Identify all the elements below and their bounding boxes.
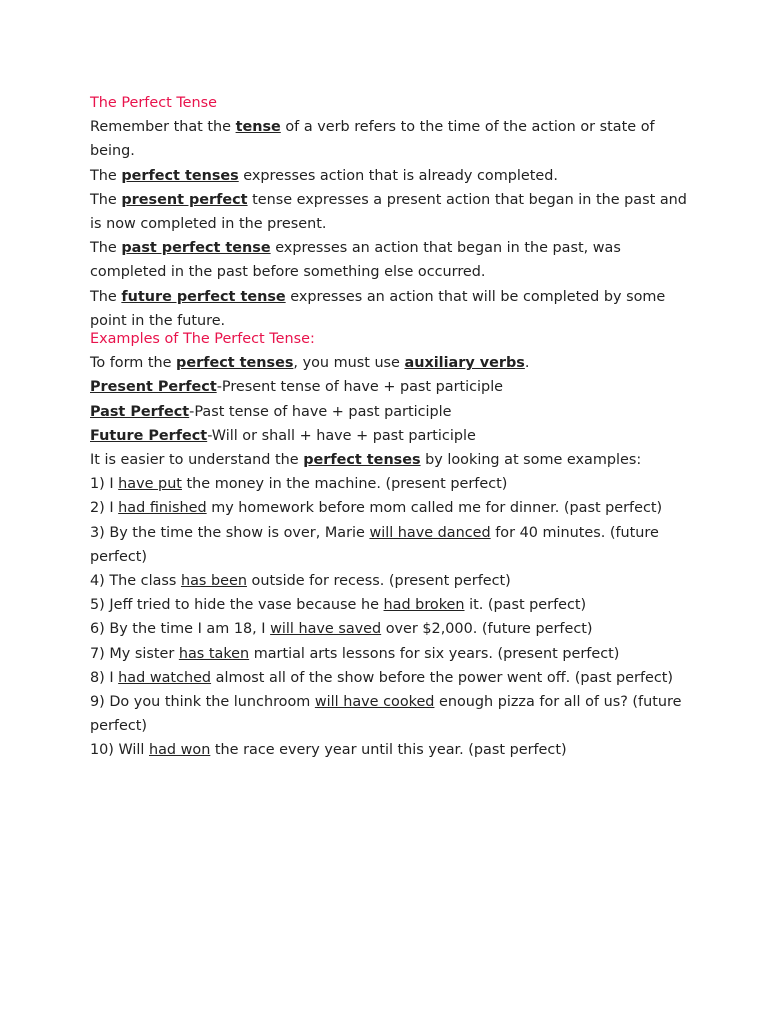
verb-phrase: will have saved xyxy=(270,621,382,638)
text-run: It is easier to understand the xyxy=(90,452,304,469)
paragraph xyxy=(90,690,690,738)
paragraph xyxy=(90,666,690,690)
paragraph xyxy=(90,738,690,762)
text-run: 10) Will xyxy=(90,742,149,759)
key-term: future perfect tense xyxy=(121,288,286,305)
paragraph xyxy=(90,400,690,424)
verb-phrase: had finished xyxy=(118,500,207,517)
text-run: for 40 minutes. (future perfect) xyxy=(90,524,659,565)
text-run: expresses an action that began in the past, was completed in the past before something else occurred. xyxy=(90,240,621,281)
verb-phrase: will have danced xyxy=(369,524,491,541)
text-run: . xyxy=(524,355,530,372)
paragraph xyxy=(90,496,690,520)
paragraph xyxy=(90,642,690,666)
paragraph xyxy=(90,424,690,448)
verb-phrase: had broken xyxy=(383,597,465,614)
paragraph xyxy=(90,448,690,472)
verb-phrase: have put xyxy=(118,476,182,493)
text-run: 7) My sister xyxy=(90,645,179,662)
text-run: enough pizza for all of us? (future perfect) xyxy=(90,694,682,735)
paragraph xyxy=(90,164,690,188)
text-run: 2) I xyxy=(90,500,119,517)
key-term: Past Perfect xyxy=(90,403,190,420)
text-run: the race every year until this year. (past perfect) xyxy=(210,742,567,759)
text-run: expresses an action that will be completed by some point in the future. xyxy=(90,288,666,329)
paragraph xyxy=(90,351,690,375)
text-run: the money in the machine. (present perfect) xyxy=(181,476,508,493)
paragraph xyxy=(90,521,690,569)
document-content xyxy=(90,91,690,763)
verb-phrase: has been xyxy=(180,573,247,590)
text-run: -Present tense of have + past participle xyxy=(216,379,504,396)
text-run: , you must use xyxy=(293,355,405,372)
section-body-examples xyxy=(90,351,690,762)
key-term: perfect tenses xyxy=(121,167,239,184)
text-run: The xyxy=(90,167,122,184)
text-run: expresses action that is already completed. xyxy=(238,167,558,184)
paragraph xyxy=(90,188,690,236)
text-run: 3) By the time the show is over, Marie xyxy=(90,524,370,541)
paragraph xyxy=(90,472,690,496)
paragraph xyxy=(90,593,690,617)
key-term: perfect tenses xyxy=(303,452,421,469)
text-run: martial arts lessons for six years. (present perfect) xyxy=(249,645,620,662)
text-run: over $2,000. (future perfect) xyxy=(381,621,593,638)
text-run: 4) The class xyxy=(90,573,181,590)
key-term: Future Perfect xyxy=(90,427,208,444)
section-title-perfect-tense: The Perfect Tense xyxy=(90,95,217,111)
text-run: -Will or shall + have + past participle xyxy=(207,427,476,444)
text-run: 1) I xyxy=(90,476,119,493)
key-term: tense xyxy=(235,119,281,136)
text-run: 8) I xyxy=(90,669,119,686)
text-run: of a verb refers to the time of the action or state of being. xyxy=(90,119,655,160)
text-run: my homework before mom called me for dinner. (past perfect) xyxy=(206,500,663,517)
text-run: The xyxy=(90,240,122,257)
verb-phrase: has taken xyxy=(178,645,250,662)
key-term: perfect tenses xyxy=(176,355,294,372)
text-run: 9) Do you think the lunchroom xyxy=(90,694,315,711)
key-term: Present Perfect xyxy=(90,379,217,396)
key-term: past perfect tense xyxy=(121,240,271,257)
section-body-perfect-tense xyxy=(90,115,690,333)
text-run: The xyxy=(90,288,122,305)
section-title-examples: Examples of The Perfect Tense: xyxy=(90,331,315,348)
text-run: tense expresses a present action that began in the past and is now completed in the present. xyxy=(90,191,687,233)
text-run: outside for recess. (present perfect) xyxy=(246,573,511,590)
text-run: it. (past perfect) xyxy=(464,597,587,614)
paragraph xyxy=(90,569,690,593)
text-run: Remember that the xyxy=(90,119,236,136)
key-term: auxiliary verbs xyxy=(404,355,525,372)
verb-phrase: had watched xyxy=(118,669,212,686)
key-term: present perfect xyxy=(121,191,248,208)
text-run: by looking at some examples: xyxy=(420,452,642,469)
paragraph xyxy=(90,115,690,163)
paragraph xyxy=(90,375,690,399)
text-run: The xyxy=(90,191,122,208)
text-run: 6) By the time I am 18, I xyxy=(90,621,271,638)
paragraph xyxy=(90,285,690,333)
paragraph xyxy=(90,617,690,641)
text-run: To form the xyxy=(90,355,177,372)
verb-phrase: will have cooked xyxy=(314,694,435,711)
text-run: 5) Jeff tried to hide the vase because he xyxy=(90,597,384,614)
text-run: almost all of the show before the power went off. (past perfect) xyxy=(211,669,674,686)
paragraph xyxy=(90,236,690,284)
verb-phrase: had won xyxy=(148,742,211,759)
text-run: -Past tense of have + past participle xyxy=(189,403,452,420)
